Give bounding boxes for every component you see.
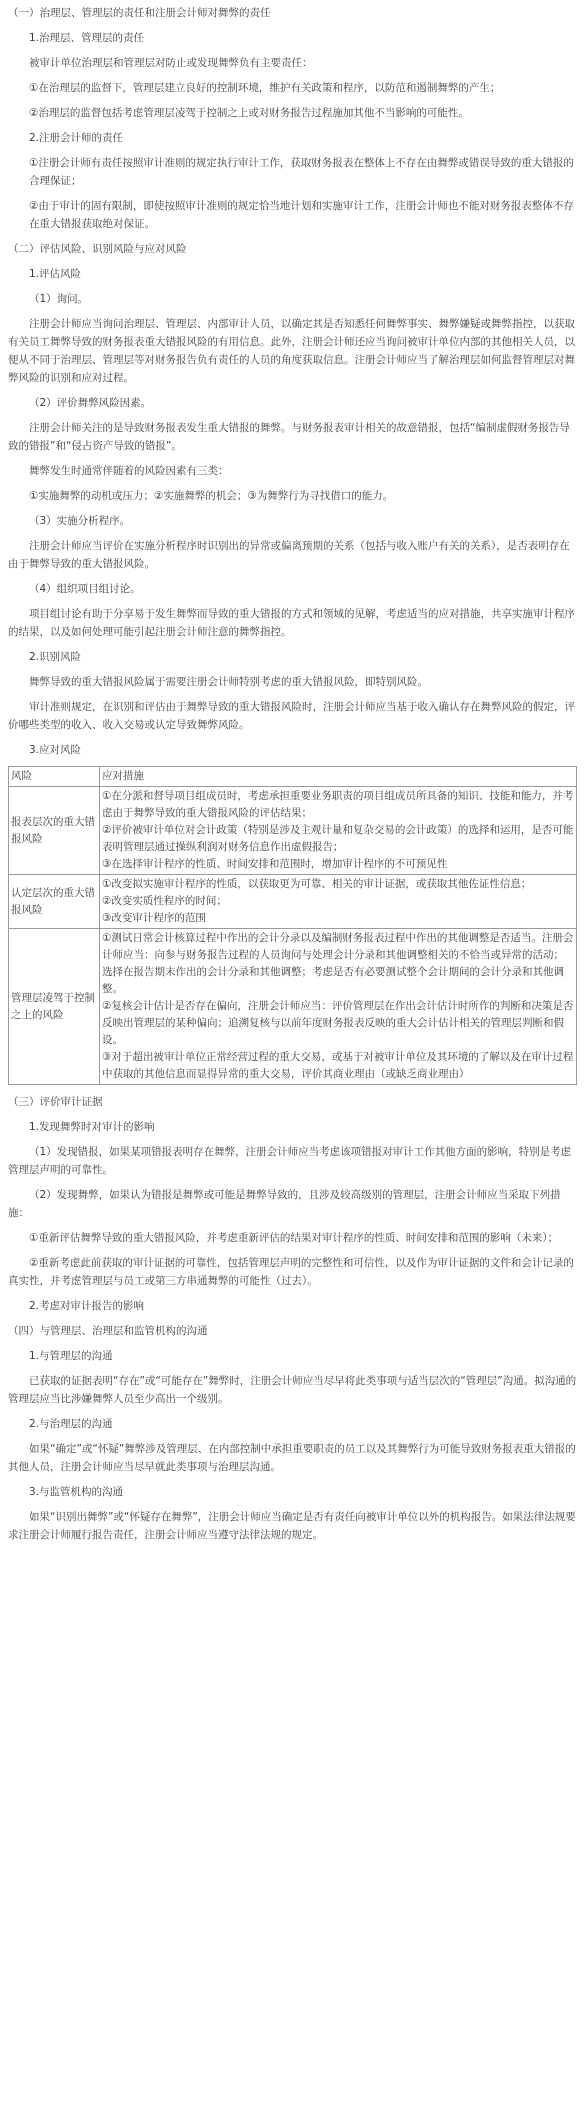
paragraph: 注册会计师应当询问治理层、管理层、内部审计人员，以确定其是否知悉任何舞弊事实、舞弊嫌疑或舞弊指控，以获取有关员工舞弊导致的财务报表重大错报风险的有用信息。此外，注册会计师还应当询问被审计单位内部的其他相关人员，以便从不同于治理层、管理层等对财务报告负有责任的人员的角度获取信息。注册会计师应当了解治理层如何监督管理层对舞弊风险的识别和应对过程。 bbox=[8, 318, 575, 384]
paragraph: 已获取的证据表明“存在”或“可能存在”舞弊时，注册会计师应当尽早将此类事项与适当层次的“管理层”沟通。拟沟通的管理层应当比涉嫌舞弊人员至少高出一个级别。 bbox=[8, 1375, 577, 1405]
paragraph: 注册会计师应当评价在实施分析程序时识别出的异常或偏离预期的关系（包括与收入账户有关的关系），是否表明存在由于舞弊导致的重大错报风险。 bbox=[8, 540, 570, 570]
risk-cell: 管理层凌驾于控制之上的风险 bbox=[9, 929, 100, 1085]
paragraph: 被审计单位治理层和管理层对防止或发现舞弊负有主要责任： bbox=[29, 57, 313, 69]
risk-response-table bbox=[8, 766, 577, 1085]
measure-item: ②复核会计估计是否存在偏向，注册会计师应当：评价管理层在作出会计估计时所作的判断和决策是否反映出管理层的某种偏向；追溯复核与以前年度财务报表反映的重大会计估计相关的管理层判断和假设。 bbox=[102, 1000, 574, 1046]
subsection-title: 3.与监管机构的沟通 bbox=[29, 1486, 124, 1498]
measure-item: ①在分派和督导项目组成员时，考虑承担重要业务职责的项目组成员所具备的知识、技能和能力，并考虑由于舞弊导致的重大错报风险的评估结果； bbox=[102, 790, 574, 819]
paragraph: 舞弊发生时通常伴随着的风险因素有三类： bbox=[29, 465, 229, 477]
subsection-title: 1.治理层、管理层的责任 bbox=[29, 32, 145, 44]
list-item: ①注册会计师有责任按照审计准则的规定执行审计工作，获取财务报表在整体上不存在由舞弊或错误导致的重大错报的合理保证； bbox=[29, 157, 574, 187]
subsection-title: 1.发现舞弊时对审计的影响 bbox=[29, 1121, 155, 1133]
table-header-cell: 应对措施 bbox=[100, 767, 577, 787]
paragraph: 注册会计师关注的是导致财务报表发生重大错报的舞弊。与财务报表审计相关的故意错报，包括“编制虚假财务报告导致的错报”和“侵占资产导致的错报”。 bbox=[8, 422, 570, 452]
list-item: ②治理层的监督包括考虑管理层凌驾于控制之上或对财务报告过程施加其他不当影响的可能性。 bbox=[29, 107, 469, 119]
section-title: （一）治理层、管理层的责任和注册会计师对舞弊的责任 bbox=[8, 7, 271, 19]
subsection-title: 2.识别风险 bbox=[29, 651, 82, 663]
list-item: ②由于审计的固有限制，即使按照审计准则的规定恰当地计划和实施审计工作，注册会计师也不能对财务报表整体不存在重大错报获取绝对保证。 bbox=[29, 200, 574, 230]
item-title: （4）组织项目组讨论。 bbox=[29, 583, 141, 595]
list-item: ①重新评估舞弊导致的重大错报风险，并考虑重新评估的结果对审计程序的性质、时间安排和范围的影响（未来）； bbox=[29, 1232, 559, 1244]
item-title: （3）实施分析程序。 bbox=[29, 515, 131, 527]
paragraph: ①实施舞弊的动机或压力；②实施舞弊的机会；③为舞弊行为寻找借口的能力。 bbox=[29, 490, 394, 502]
paragraph: 如果“识别出舞弊”或“怀疑存在舞弊”，注册会计师应当确定是否有责任向被审计单位以外的机构报告。如果法律法规要求注册会计师履行报告责任，注册会计师应当遵守法律法规的规定。 bbox=[8, 1511, 576, 1541]
item-title: （2）评价舞弊风险因素。 bbox=[29, 397, 152, 409]
measures-cell bbox=[100, 787, 577, 875]
measure-item: ③对于超出被审计单位正常经营过程的重大交易，或基于对被审计单位及其环境的了解以及在审计过程中获取的其他信息而显得异常的重大交易，评价其商业理由（或缺乏商业理由） bbox=[102, 1051, 574, 1080]
section-title: （四）与管理层、治理层和监管机构的沟通 bbox=[8, 1325, 208, 1337]
subsection-title: 3.应对风险 bbox=[29, 744, 82, 756]
measure-item: ①改变拟实施审计程序的性质，以获取更为可靠、相关的审计证据，或获取其他佐证性信息； bbox=[102, 878, 532, 890]
table-row bbox=[9, 787, 577, 875]
paragraph: 审计准则规定，在识别和评估由于舞弊导致的重大错报风险时，注册会计师应当基于收入确认存在舞弊风险的假定，评价哪些类型的收入、收入交易或认定导致舞弊风险。 bbox=[8, 701, 575, 731]
table-header-row bbox=[9, 767, 577, 787]
paragraph: （2）发现舞弊，如果认为错报是舞弊或可能是舞弊导致的，且涉及较高级别的管理层，注册会计师应当采取下列措施： bbox=[8, 1189, 561, 1219]
table-row bbox=[9, 929, 577, 1085]
measure-item: ③改变审计程序的范围 bbox=[102, 912, 206, 924]
risk-cell: 报表层次的重大错报风险 bbox=[9, 787, 100, 875]
measures-cell bbox=[100, 875, 577, 929]
table-header-cell: 风险 bbox=[9, 767, 100, 787]
list-item: ②重新考虑此前获取的审计证据的可靠性，包括管理层声明的完整性和可信性，以及作为审计证据的文件和会计记录的真实性，并考虑管理层与员工或第三方串通舞弊的可能性（过去）。 bbox=[8, 1257, 574, 1287]
measure-item: ②评价被审计单位对会计政策（特别是涉及主观计量和复杂交易的会计政策）的选择和运用，是否可能表明管理层通过操纵利润对财务信息作出虚假报告； bbox=[102, 824, 574, 853]
measure-item: ②改变实质性程序的时间； bbox=[102, 895, 227, 907]
risk-cell: 认定层次的重大错报风险 bbox=[9, 875, 100, 929]
section-title: （二）评估风险、识别风险与应对风险 bbox=[8, 243, 187, 255]
paragraph: 项目组讨论有助于分享易于发生舞弊而导致的重大错报的方式和领域的见解，考虑适当的应对措施，共享实施审计程序的结果，以及如何处理可能引起注册会计师注意的舞弊指控。 bbox=[8, 608, 575, 638]
section-title: （三）评价审计证据 bbox=[8, 1096, 103, 1108]
paragraph: 如果“确定”或“怀疑”舞弊涉及管理层、在内部控制中承担重要职责的员工以及其舞弊行为可能导致财务报表重大错报的其他人员，注册会计师应当尽早就此类事项与治理层沟通。 bbox=[8, 1443, 576, 1473]
measure-item: ①测试日常会计核算过程中作出的会计分录以及编制财务报表过程中作出的其他调整是否适当。注册会计师应当：向参与财务报告过程的人员询问与处理会计分录和其他调整相关的不恰当或异常的活动；选择在报告期末作出的会计分录和其他调整；考虑是否有必要测试整个会计期间的会计分录和其他调整。 bbox=[102, 932, 574, 995]
table-row bbox=[9, 875, 577, 929]
subsection-title: 2.与治理层的沟通 bbox=[29, 1418, 113, 1430]
paragraph: 舞弊导致的重大错报风险属于需要注册会计师特别考虑的重大错报风险，即特别风险。 bbox=[29, 676, 428, 688]
subsection-title: 2.注册会计师的责任 bbox=[29, 132, 124, 144]
measures-cell bbox=[100, 929, 577, 1085]
subsection-title: 1.评估风险 bbox=[29, 268, 82, 280]
subsection-title: 2.考虑对审计报告的影响 bbox=[29, 1300, 145, 1312]
subsection-title: 1.与管理层的沟通 bbox=[29, 1350, 113, 1362]
item-title: （1）询问。 bbox=[29, 293, 89, 305]
measure-item: ③在选择审计程序的性质、时间安排和范围时，增加审计程序的不可预见性 bbox=[102, 858, 448, 870]
paragraph: （1）发现错报，如果某项错报表明存在舞弊，注册会计师应当考虑该项错报对审计工作其他方面的影响，特别是考虑管理层声明的可靠性。 bbox=[8, 1146, 572, 1176]
list-item: ①在治理层的监督下，管理层建立良好的控制环境，维护有关政策和程序，以防范和遏制舞弊的产生； bbox=[29, 82, 501, 94]
